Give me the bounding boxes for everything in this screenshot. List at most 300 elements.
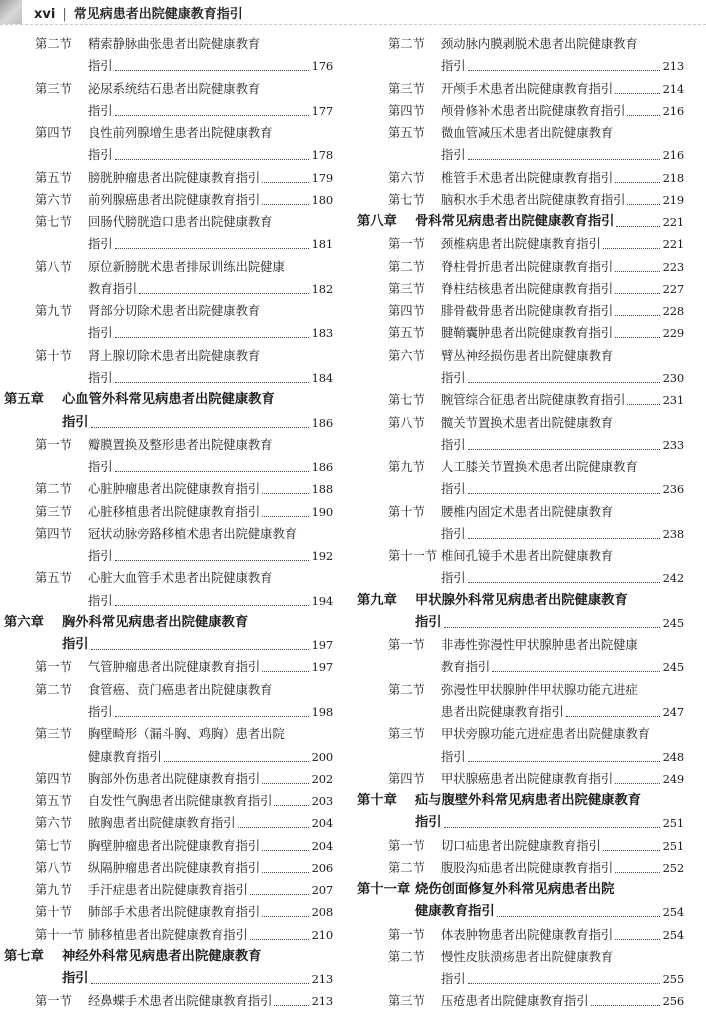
section-number: 第二节: [388, 949, 425, 964]
toc-section-row[interactable]: [353, 924, 684, 946]
toc-section-row[interactable]: [0, 567, 333, 589]
section-number: 第九节: [35, 883, 72, 898]
section-title: 弥漫性甲状腺肿伴甲状腺功能亢进症: [441, 682, 638, 697]
section-title: 椎间孔镜手术患者出院健康教育: [441, 549, 614, 564]
leader-dots: [262, 872, 309, 873]
leader-dots: [274, 1005, 309, 1006]
section-title: 微血管减压术患者出院健康教育: [441, 126, 614, 141]
leader-dots: [616, 226, 660, 227]
toc-section-row[interactable]: [353, 990, 684, 1012]
toc-section-row[interactable]: [0, 879, 333, 901]
leader-dots: [250, 939, 309, 940]
page-number: 186: [311, 460, 333, 475]
section-title: 胸壁畸形（漏斗胸、鸡胸）患者出院: [88, 727, 285, 742]
page-number: 245: [662, 615, 684, 630]
toc-section-row[interactable]: [0, 924, 333, 946]
section-number: 第一节: [35, 660, 72, 675]
toc-chapter-row[interactable]: [0, 612, 333, 634]
section-number: 第三节: [388, 994, 425, 1009]
toc-section-row[interactable]: [353, 567, 684, 589]
toc-section-row[interactable]: [353, 768, 684, 790]
section-number: 第二节: [35, 682, 72, 697]
toc-chapter-row[interactable]: [0, 968, 333, 990]
page-number: 233: [662, 437, 684, 452]
toc-section-row[interactable]: [0, 590, 333, 612]
section-title: 指引: [441, 571, 466, 586]
page-number: 213: [662, 59, 684, 74]
toc-section-row[interactable]: [0, 746, 333, 768]
toc-section-row[interactable]: [0, 144, 333, 166]
toc-section-row[interactable]: [0, 857, 333, 879]
section-title: 腹股沟疝患者出院健康教育指引: [441, 860, 614, 875]
toc-section-row[interactable]: [353, 233, 684, 255]
section-title: 患者出院健康教育指引: [441, 704, 564, 719]
toc-section-row[interactable]: [353, 278, 684, 300]
section-title: 指引: [441, 749, 466, 764]
section-title: 肺移植患者出院健康教育指引: [88, 927, 248, 942]
page-number: 254: [662, 905, 684, 920]
leader-dots: [468, 493, 660, 494]
leader-dots: [91, 983, 309, 984]
toc-section-row[interactable]: [353, 367, 684, 389]
page-number: 179: [311, 170, 333, 185]
toc-section-row[interactable]: [0, 300, 333, 322]
page-number: 242: [662, 571, 684, 586]
toc-section-row[interactable]: [0, 456, 333, 478]
section-title: 肾上腺切除术患者出院健康教育: [88, 348, 261, 363]
page-number: 216: [662, 148, 684, 163]
section-title: 心脏肿瘤患者出院健康教育指引: [88, 482, 261, 497]
leader-dots: [615, 939, 660, 940]
page-number: 230: [662, 370, 684, 385]
section-title: 手汗症患者出院健康教育指引: [88, 883, 248, 898]
leader-dots: [274, 805, 309, 806]
section-title: 指引: [441, 370, 466, 385]
toc-section-row[interactable]: [353, 723, 684, 745]
leader-dots: [91, 649, 309, 650]
toc-section-row[interactable]: [0, 100, 333, 122]
toc-right-column: [353, 33, 684, 1013]
page-number: 207: [311, 883, 333, 898]
section-title: 指引: [441, 59, 466, 74]
toc-section-row[interactable]: [353, 256, 684, 278]
page-number: 194: [311, 593, 333, 608]
leader-dots: [627, 115, 660, 116]
toc-section-row[interactable]: [353, 33, 684, 55]
toc-section-row[interactable]: [0, 701, 333, 723]
toc-chapter-row[interactable]: [0, 389, 333, 411]
section-title: 指引: [88, 593, 113, 608]
section-number: 第五节: [388, 126, 425, 141]
toc-section-row[interactable]: [0, 322, 333, 344]
toc-section-row[interactable]: [0, 367, 333, 389]
toc-section-row[interactable]: [0, 656, 333, 678]
section-number: 第三节: [388, 81, 425, 96]
leader-dots: [468, 582, 660, 583]
leader-dots: [262, 204, 309, 205]
section-title: 经鼻蝶手术患者出院健康教育指引: [88, 994, 273, 1009]
leader-dots: [615, 293, 660, 294]
section-number: 第八节: [35, 259, 72, 274]
section-number: 第五节: [35, 571, 72, 586]
section-title: 腱鞘囊肿患者出院健康教育指引: [441, 326, 614, 341]
toc-section-row[interactable]: [353, 679, 684, 701]
page-number: 180: [311, 192, 333, 207]
leader-dots: [468, 538, 660, 539]
section-title: 回肠代膀胱造口患者出院健康教育: [88, 215, 273, 230]
toc-section-row[interactable]: [353, 701, 684, 723]
toc-chapter-row[interactable]: [0, 412, 333, 434]
section-number: 第二节: [35, 482, 72, 497]
section-number: 第十节: [35, 905, 72, 920]
chapter-title: 心血管外科常见病患者出院健康教育: [62, 392, 275, 408]
section-title: 精索静脉曲张患者出院健康教育: [88, 37, 261, 51]
toc-section-row[interactable]: [353, 478, 684, 500]
chapter-title: 指引: [415, 614, 442, 630]
section-number: 第三节: [35, 727, 72, 742]
section-title: 非毒性弥漫性甲状腺肿患者出院健康: [441, 638, 638, 653]
leader-dots: [444, 827, 660, 828]
leader-dots: [615, 872, 660, 873]
section-title: 人工膝关节置换术患者出院健康教育: [441, 460, 638, 475]
toc-chapter-row[interactable]: [353, 612, 684, 634]
toc-section-row[interactable]: [0, 501, 333, 523]
section-number: 第七节: [35, 215, 72, 230]
section-title: 指引: [441, 526, 466, 541]
section-title: 髋关节置换术患者出院健康教育: [441, 415, 614, 430]
section-number: 第五节: [35, 794, 72, 809]
section-number: 第一节: [388, 927, 425, 942]
section-title: 指引: [88, 549, 113, 564]
toc-section-row[interactable]: [0, 211, 333, 233]
header-separator: |: [62, 7, 67, 22]
toc-section-row[interactable]: [353, 523, 684, 545]
leader-dots: [468, 761, 660, 762]
section-title: 颈椎病患者出院健康教育指引: [441, 237, 601, 252]
header-divider: [0, 24, 706, 25]
header-corner-mark: [0, 0, 22, 24]
section-title: 指引: [88, 148, 113, 163]
section-title: 腕管综合征患者出院健康教育指引: [441, 393, 626, 408]
leader-dots: [115, 70, 309, 71]
section-title: 气管肿瘤患者出院健康教育指引: [88, 660, 261, 675]
toc-chapter-row[interactable]: [353, 901, 684, 923]
page-number: 202: [311, 771, 333, 786]
section-title: 开颅手术患者出院健康教育指引: [441, 81, 614, 96]
section-title: 压疮患者出院健康教育指引: [441, 994, 589, 1009]
section-number: 第七节: [35, 838, 72, 853]
section-title: 胸壁肿瘤患者出院健康教育指引: [88, 838, 261, 853]
chapter-title: 胸外科常见病患者出院健康教育: [62, 614, 249, 630]
toc-chapter-row[interactable]: [353, 590, 684, 612]
chapter-number: 第五章: [4, 392, 44, 408]
section-title: 心脏大血管手术患者出院健康教育: [88, 571, 273, 586]
section-title: 指引: [88, 370, 113, 385]
page-number: 183: [311, 326, 333, 341]
leader-dots: [468, 449, 660, 450]
section-title: 指引: [88, 103, 113, 118]
leader-dots: [262, 516, 309, 517]
section-number: 第八节: [388, 415, 425, 430]
toc-section-row[interactable]: [353, 857, 684, 879]
section-title: 瓣膜置换及整形患者出院健康教育: [88, 437, 273, 452]
section-number: 第二节: [35, 37, 72, 51]
leader-dots: [444, 627, 660, 628]
toc-section-row[interactable]: [0, 478, 333, 500]
section-title: 纵隔肿瘤患者出院健康教育指引: [88, 860, 261, 875]
leader-dots: [262, 850, 309, 851]
toc-section-row[interactable]: [353, 167, 684, 189]
toc-section-row[interactable]: [0, 55, 333, 77]
section-number: 第一节: [35, 437, 72, 452]
toc-section-row[interactable]: [0, 122, 333, 144]
section-number: 第七节: [388, 192, 425, 207]
section-number: 第四节: [35, 771, 72, 786]
toc-section-row[interactable]: [353, 300, 684, 322]
toc-chapter-row[interactable]: [0, 634, 333, 656]
toc-section-row[interactable]: [353, 456, 684, 478]
section-number: 第六节: [388, 348, 425, 363]
page-number: 251: [662, 816, 684, 831]
toc-section-row[interactable]: [353, 78, 684, 100]
section-number: 第六节: [35, 192, 72, 207]
toc-section-row[interactable]: [0, 812, 333, 834]
section-title: 切口疝患者出院健康教育指引: [441, 838, 601, 853]
page-number: 208: [311, 905, 333, 920]
section-title: 颅骨修补术患者出院健康教育指引: [441, 103, 626, 118]
toc-section-row[interactable]: [0, 233, 333, 255]
toc-section-row[interactable]: [0, 723, 333, 745]
section-number: 第四节: [388, 103, 425, 118]
page-number: 218: [662, 170, 684, 185]
page-number: 219: [662, 192, 684, 207]
leader-dots: [115, 716, 309, 717]
section-title: 冠状动脉旁路移植术患者出院健康教育: [88, 526, 298, 541]
page-number: 176: [311, 59, 333, 74]
leader-dots: [603, 850, 660, 851]
chapter-number: 第十一章: [357, 882, 411, 898]
page-number: 216: [662, 103, 684, 118]
toc-section-row[interactable]: [353, 100, 684, 122]
toc-section-row[interactable]: [0, 679, 333, 701]
chapter-title: 指引: [62, 414, 89, 430]
toc-section-row[interactable]: [353, 345, 684, 367]
toc-section-row[interactable]: [0, 256, 333, 278]
toc-section-row[interactable]: [0, 78, 333, 100]
section-number: 第十一节: [388, 549, 438, 564]
section-title: 指引: [441, 148, 466, 163]
section-title: 甲状腺癌患者出院健康教育指引: [441, 771, 614, 786]
section-title: 膀胱肿瘤患者出院健康教育指引: [88, 170, 261, 185]
leader-dots: [262, 783, 309, 784]
section-title: 指引: [441, 437, 466, 452]
leader-dots: [115, 159, 309, 160]
page-number: 188: [311, 482, 333, 497]
page-header: [0, 0, 706, 26]
section-title: 脊柱结核患者出院健康教育指引: [441, 281, 614, 296]
page-number: 238: [662, 526, 684, 541]
section-title: 脑积水手术患者出院健康教育指引: [441, 192, 626, 207]
leader-dots: [91, 427, 309, 428]
section-number: 第九节: [35, 304, 72, 319]
leader-dots: [603, 248, 660, 249]
toc-section-row[interactable]: [353, 501, 684, 523]
page-number: 254: [662, 927, 684, 942]
section-number: 第三节: [35, 504, 72, 519]
toc-chapter-row[interactable]: [353, 790, 684, 812]
toc-section-row[interactable]: [353, 412, 684, 434]
section-title: 体表肿物患者出院健康教育指引: [441, 927, 614, 942]
page-number: 186: [311, 415, 333, 430]
page-number: 255: [662, 972, 684, 987]
toc-section-row[interactable]: [0, 434, 333, 456]
leader-dots: [615, 182, 660, 183]
leader-dots: [615, 783, 660, 784]
section-title: 泌尿系统结石患者出院健康教育: [88, 81, 261, 96]
page-number: 206: [311, 860, 333, 875]
toc-chapter-row[interactable]: [353, 879, 684, 901]
section-number: 第一节: [388, 237, 425, 252]
toc-section-row[interactable]: [353, 656, 684, 678]
toc-section-row[interactable]: [0, 33, 333, 55]
toc-section-row[interactable]: [0, 167, 333, 189]
section-number: 第三节: [388, 281, 425, 296]
leader-dots: [627, 404, 660, 405]
page-number: 228: [662, 304, 684, 319]
toc-section-row[interactable]: [0, 990, 333, 1012]
section-title: 慢性皮肤溃疡患者出院健康教育: [441, 949, 614, 964]
book-title: 常见病患者出院健康教育指引: [73, 7, 243, 22]
chapter-title: 烧伤创面修复外科常见病患者出院: [415, 882, 615, 898]
leader-dots: [262, 493, 309, 494]
toc-section-row[interactable]: [353, 144, 684, 166]
leader-dots: [591, 1005, 660, 1006]
toc-section-row[interactable]: [353, 545, 684, 567]
section-number: 第二节: [388, 259, 425, 274]
toc-section-row[interactable]: [0, 901, 333, 923]
leader-dots: [115, 337, 309, 338]
section-title: 教育指引: [88, 281, 138, 296]
toc-section-row[interactable]: [0, 768, 333, 790]
section-title: 指引: [441, 972, 466, 987]
leader-dots: [468, 159, 660, 160]
toc-section-row[interactable]: [353, 322, 684, 344]
toc-section-row[interactable]: [353, 189, 684, 211]
toc-section-row[interactable]: [353, 122, 684, 144]
chapter-title: 指引: [62, 971, 89, 987]
section-number: 第一节: [388, 838, 425, 853]
header-text: [34, 3, 243, 22]
leader-dots: [566, 716, 660, 717]
page-number: 181: [311, 237, 333, 252]
section-title: 原位新膀胱术患者排尿训练出院健康: [88, 259, 285, 274]
toc-section-row[interactable]: [0, 523, 333, 545]
section-number: 第一节: [35, 994, 72, 1009]
page-number: 177: [311, 103, 333, 118]
section-number: 第六节: [388, 170, 425, 185]
section-title: 椎管手术患者出院健康教育指引: [441, 170, 614, 185]
toc-section-row[interactable]: [353, 835, 684, 857]
toc-section-row[interactable]: [353, 55, 684, 77]
section-title: 肾部分切除术患者出院健康教育: [88, 304, 261, 319]
toc-section-row[interactable]: [0, 790, 333, 812]
page-number: 203: [311, 794, 333, 809]
page-number: 197: [311, 660, 333, 675]
section-title: 臂丛神经损伤患者出院健康教育: [441, 348, 614, 363]
page-number: 231: [662, 393, 684, 408]
chapter-title: 甲状腺外科常见病患者出院健康教育: [415, 592, 628, 608]
section-title: 甲状旁腺功能亢进症患者出院健康教育: [441, 727, 651, 742]
toc-section-row[interactable]: [353, 746, 684, 768]
chapter-title: 健康教育指引: [415, 904, 495, 920]
toc-chapter-row[interactable]: [353, 211, 684, 233]
toc-section-row[interactable]: [353, 634, 684, 656]
toc-section-row[interactable]: [0, 835, 333, 857]
page-number: 256: [662, 994, 684, 1009]
section-number: 第十节: [35, 348, 72, 363]
page-number: 204: [311, 838, 333, 853]
toc-section-row[interactable]: [353, 434, 684, 456]
chapter-number: 第十章: [357, 793, 397, 809]
section-number: 第三节: [388, 727, 425, 742]
leader-dots: [164, 761, 309, 762]
page-number: 210: [311, 927, 333, 942]
toc-section-row[interactable]: [0, 189, 333, 211]
section-number: 第一节: [388, 638, 425, 653]
section-title: 自发性气胸患者出院健康教育指引: [88, 794, 273, 809]
page-number: 184: [311, 370, 333, 385]
leader-dots: [115, 382, 309, 383]
toc-section-row[interactable]: [0, 545, 333, 567]
page-number: 251: [662, 838, 684, 853]
leader-dots: [262, 182, 309, 183]
page-number-roman: xvi: [34, 7, 56, 22]
leader-dots: [115, 560, 309, 561]
section-title: 腰椎内固定术患者出院健康教育: [441, 504, 614, 519]
toc-section-row[interactable]: [0, 278, 333, 300]
page-number: 197: [311, 638, 333, 653]
toc-chapter-row[interactable]: [353, 812, 684, 834]
toc-chapter-row[interactable]: [0, 946, 333, 968]
page-number: 221: [662, 237, 684, 252]
section-title: 胸部外伤患者出院健康教育指引: [88, 771, 261, 786]
section-number: 第四节: [35, 526, 72, 541]
page-number: 192: [311, 549, 333, 564]
chapter-title: 指引: [415, 815, 442, 831]
leader-dots: [115, 248, 309, 249]
section-number: 第九节: [388, 460, 425, 475]
leader-dots: [250, 894, 309, 895]
leader-dots: [615, 315, 660, 316]
toc-section-row[interactable]: [353, 389, 684, 411]
toc-section-row[interactable]: [0, 345, 333, 367]
section-title: 指引: [441, 482, 466, 497]
toc-left-column: [0, 33, 333, 1013]
section-title: 食管癌、贲门癌患者出院健康教育: [88, 682, 273, 697]
leader-dots: [115, 471, 309, 472]
chapter-number: 第六章: [4, 614, 44, 630]
section-title: 心脏移植患者出院健康教育指引: [88, 504, 261, 519]
section-title: 指引: [88, 59, 113, 74]
toc-section-row[interactable]: [353, 946, 684, 968]
section-title: 前列腺癌患者出院健康教育指引: [88, 192, 261, 207]
toc-section-row[interactable]: [353, 968, 684, 990]
leader-dots: [615, 93, 660, 94]
page-number: 204: [311, 816, 333, 831]
leader-dots: [262, 916, 309, 917]
leader-dots: [115, 605, 309, 606]
section-number: 第二节: [388, 860, 425, 875]
